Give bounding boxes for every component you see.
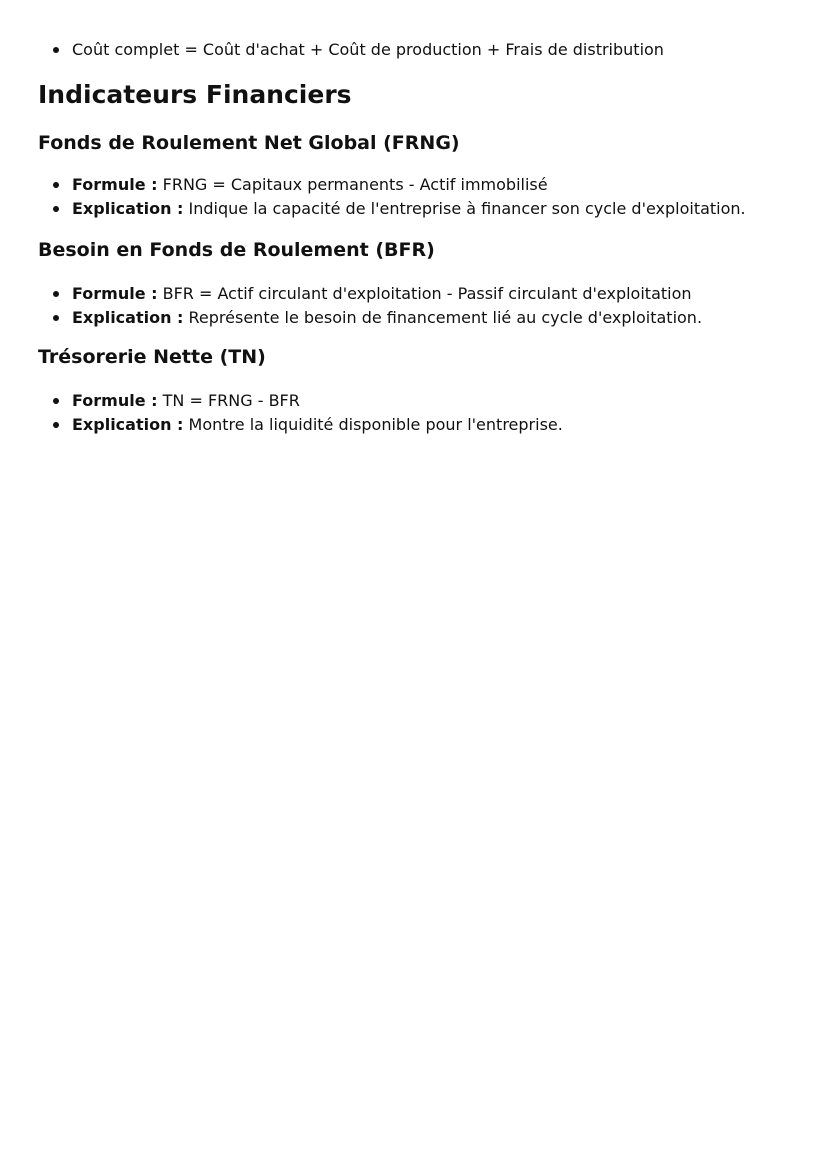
list-item-text: TN = FRNG - BFR (157, 391, 300, 410)
list-item (50, 38, 664, 62)
bullet-icon (53, 47, 59, 53)
list-item (50, 413, 563, 437)
list-item-text: BFR = Actif circulant d'exploitation - Passif circulant d'exploitation (157, 284, 692, 303)
list-item-label: Explication : (72, 307, 184, 327)
list-item-text: FRNG = Capitaux permanents - Actif immobilisé (157, 175, 548, 194)
bfr-bullet-list (50, 282, 702, 329)
subsection-title-frng: Fonds de Roulement Net Global (FRNG) (38, 132, 460, 154)
intro-bullet-list (50, 38, 664, 62)
list-item (50, 306, 702, 330)
list-item-label: Formule : (72, 391, 158, 410)
tn-bullet-list (50, 389, 563, 436)
list-item-text: Représente le besoin de financement lié au cycle d'exploitation. (183, 307, 703, 327)
list-item-text: Coût complet = Coût d'achat + Coût de production + Frais de distribution (72, 40, 664, 59)
list-item (50, 282, 702, 306)
subsection-title-tn: Trésorerie Nette (TN) (38, 346, 266, 368)
list-item (50, 197, 746, 221)
bullet-icon (53, 182, 59, 188)
bullet-icon (53, 422, 59, 428)
bullet-icon (53, 291, 59, 297)
list-item-label: Formule : (72, 284, 158, 303)
list-item-text: Montre la liquidité disponible pour l'entreprise. (183, 414, 563, 434)
frng-bullet-list (50, 173, 746, 220)
list-item-label: Formule : (72, 175, 158, 194)
bullet-icon (53, 206, 59, 212)
list-item-label: Explication : (72, 198, 184, 218)
list-item (50, 173, 746, 197)
list-item-text: Indique la capacité de l'entreprise à financer son cycle d'exploitation. (183, 198, 746, 218)
section-title: Indicateurs Financiers (38, 80, 352, 109)
list-item (50, 389, 563, 413)
bullet-icon (53, 315, 59, 321)
bullet-icon (53, 398, 59, 404)
subsection-title-bfr: Besoin en Fonds de Roulement (BFR) (38, 239, 435, 261)
list-item-label: Explication : (72, 414, 184, 434)
